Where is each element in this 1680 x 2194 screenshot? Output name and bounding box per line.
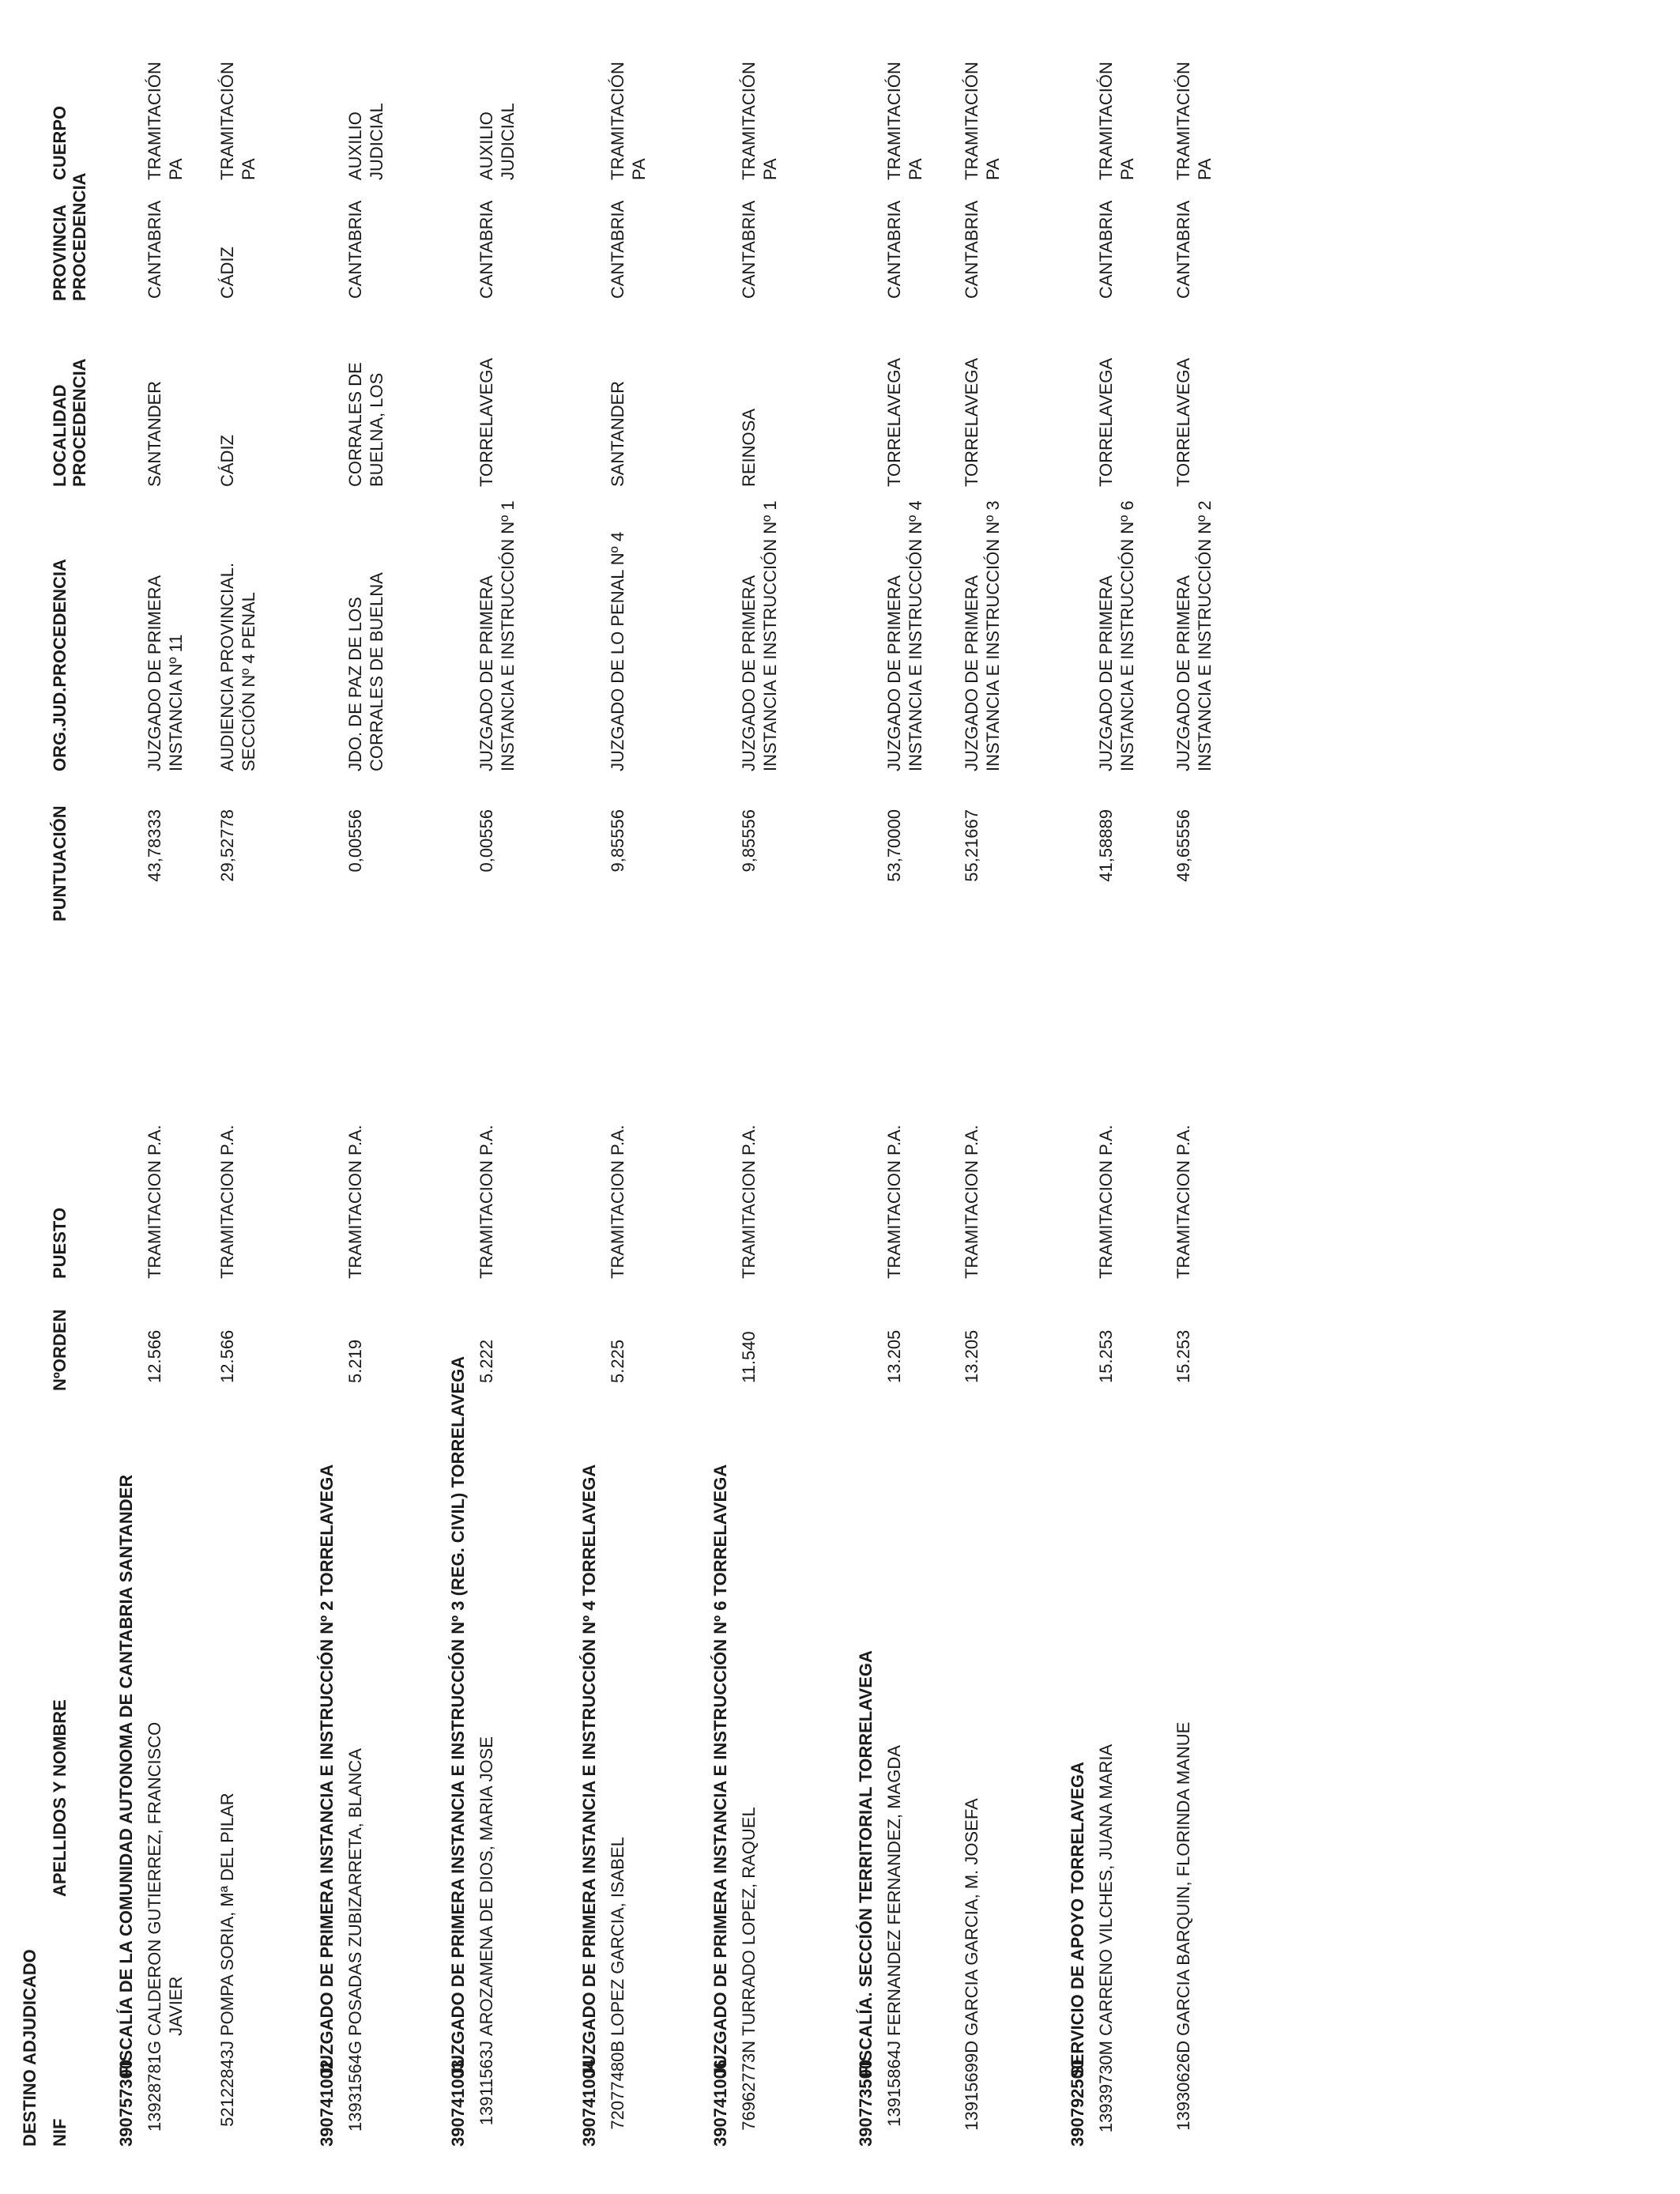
cell-org: JUZGADO DE LO PENAL Nº 4 (608, 531, 627, 771)
cell-nif: 52122843J (217, 2041, 237, 2127)
cell-puesto: TRAMITACION P.A. (608, 1125, 627, 1279)
cell-cuerpo: TRAMITACIÓN (1173, 62, 1193, 180)
cell-nif: 13939730M (1096, 2041, 1116, 2133)
cell-cuerpo: PA (983, 158, 1003, 180)
group-name: JUZGADO DE PRIMERA INSTANCIA E INSTRUCCIÓN Nº 2 TORRELAVEGA (317, 1464, 337, 2077)
cell-org: INSTANCIA E INSTRUCCIÓN Nº 4 (906, 500, 925, 771)
cell-localidad: TORRELAVEGA (1173, 357, 1193, 487)
cell-org: JUZGADO DE PRIMERA (1096, 575, 1116, 771)
cell-localidad: TORRELAVEGA (477, 357, 496, 487)
cell-provincia: CANTABRIA (345, 200, 365, 299)
header-cuerpo: CUERPO (50, 105, 70, 180)
cell-provincia: CANTABRIA (145, 200, 164, 299)
cell-orden: 5.225 (608, 1339, 627, 1383)
cell-nombre: GARCIA BARQUIN, FLORINDA MANUE (1173, 1721, 1193, 2036)
cell-provincia: CANTABRIA (1173, 200, 1193, 299)
group-code: 390741004 (579, 2059, 599, 2147)
header-localidad-2: PROCEDENCIA (70, 358, 89, 487)
cell-puesto: TRAMITACION P.A. (884, 1125, 904, 1279)
cell-puntuacion: 53,70000 (884, 809, 904, 882)
cell-puntuacion: 41,58889 (1096, 809, 1116, 882)
cell-puesto: TRAMITACION P.A. (1096, 1125, 1116, 1279)
cell-org: INSTANCIA E INSTRUCCIÓN Nº 1 (498, 500, 518, 771)
cell-orden: 11.540 (739, 1331, 759, 1383)
cell-org: JUZGADO DE PRIMERA (739, 575, 759, 771)
cell-nif: 13931564G (345, 2041, 365, 2132)
cell-orden: 13.205 (884, 1329, 904, 1383)
cell-org: INSTANCIA E INSTRUCCIÓN Nº 6 (1117, 500, 1137, 771)
group-code: 390773500 (856, 2059, 876, 2147)
cell-orden: 12.566 (217, 1329, 237, 1383)
cell-puesto: TRAMITACION P.A. (962, 1125, 981, 1279)
cell-nombre: GARCIA GARCIA, M. JOSEFA (962, 1798, 981, 2036)
cell-nif: 76962773N (739, 2041, 759, 2131)
cell-org: INSTANCIA E INSTRUCCIÓN Nº 1 (760, 500, 780, 771)
cell-puesto: TRAMITACION P.A. (1173, 1125, 1193, 1279)
group-code: 390741002 (317, 2059, 337, 2147)
cell-orden: 13.205 (962, 1329, 981, 1383)
cell-nombre: LOPEZ GARCIA, ISABEL (608, 1837, 627, 2036)
cell-org: CORRALES DE BUELNA (367, 572, 386, 771)
cell-nif: 13930626D (1173, 2041, 1193, 2131)
group-code: 390741006 (710, 2059, 730, 2147)
cell-puesto: TRAMITACION P.A. (345, 1125, 365, 1279)
cell-org: INSTANCIA E INSTRUCCIÓN Nº 2 (1195, 500, 1215, 771)
cell-org: AUDIENCIA PROVINCIAL. (217, 562, 237, 771)
cell-localidad: CÁDIZ (217, 435, 237, 487)
cell-provincia: CANTABRIA (477, 200, 496, 299)
header-provincia-2: PROCEDENCIA (70, 172, 89, 301)
cell-org: INSTANCIA Nº 11 (166, 634, 186, 771)
cell-localidad: CORRALES DE (345, 362, 365, 487)
cell-localidad: TORRELAVEGA (962, 357, 981, 487)
cell-org: JUZGADO DE PRIMERA (962, 575, 981, 771)
cell-nombre: POSADAS ZUBIZARRETA, BLANCA (345, 1748, 365, 2036)
cell-localidad: REINOSA (739, 408, 759, 487)
cell-nif: 13915864J (884, 2041, 904, 2127)
cell-nombre: TURRADO LOPEZ, RAQUEL (739, 1807, 759, 2036)
cell-cuerpo: PA (1117, 158, 1137, 180)
header-nif: NIF (50, 2118, 70, 2147)
cell-puntuacion: 0,00556 (477, 809, 496, 873)
cell-orden: 15.253 (1173, 1329, 1193, 1383)
cell-org: JUZGADO DE PRIMERA (1173, 575, 1193, 771)
cell-nombre: JAVIER (166, 1976, 186, 2036)
header-nombre: APELLIDOS Y NOMBRE (50, 1699, 70, 1897)
cell-puntuacion: 9,85556 (608, 809, 627, 873)
group-name: FISCALÍA. SECCIÓN TERRITORIAL TORRELAVEGA (856, 1650, 876, 2077)
cell-orden: 5.219 (345, 1339, 365, 1383)
cell-localidad: TORRELAVEGA (1096, 357, 1116, 487)
cell-orden: 15.253 (1096, 1329, 1116, 1383)
table-title: DESTINO ADJUDICADO (20, 1949, 40, 2147)
cell-cuerpo: JUDICIAL (367, 103, 386, 180)
cell-puesto: TRAMITACION P.A. (477, 1125, 496, 1279)
cell-cuerpo: AUXILIO (477, 111, 496, 180)
cell-puntuacion: 49,65556 (1173, 809, 1193, 882)
cell-org: JDO. DE PAZ DE LOS (345, 597, 365, 771)
cell-provincia: CANTABRIA (1096, 200, 1116, 299)
cell-provincia: CANTABRIA (739, 200, 759, 299)
cell-cuerpo: PA (166, 158, 186, 180)
cell-provincia: CANTABRIA (884, 200, 904, 299)
cell-cuerpo: TRAMITACIÓN (217, 62, 237, 180)
cell-puesto: TRAMITACION P.A. (739, 1125, 759, 1279)
cell-provincia: CANTABRIA (608, 200, 627, 299)
cell-nif: 13928781G (145, 2041, 164, 2132)
group-code: 390757300 (116, 2059, 136, 2147)
cell-nombre: POMPA SORIA, Mª DEL PILAR (217, 1793, 237, 2036)
cell-localidad: BUELNA, LOS (367, 372, 386, 487)
cell-nombre: AROZAMENA DE DIOS, MARIA JOSE (477, 1736, 496, 2036)
header-localidad-1: LOCALIDAD (50, 384, 70, 487)
cell-cuerpo: TRAMITACIÓN (884, 62, 904, 180)
cell-cuerpo: TRAMITACIÓN (739, 62, 759, 180)
cell-nif: 13915699D (962, 2041, 981, 2131)
cell-puntuacion: 29,52778 (217, 809, 237, 882)
group-name: JUZGADO DE PRIMERA INSTANCIA E INSTRUCCIÓN Nº 3 (REG. CIVIL) TORRELAVEGA (448, 1355, 468, 2077)
cell-cuerpo: JUDICIAL (498, 103, 518, 180)
cell-nif: 72077480B (608, 2041, 627, 2130)
cell-localidad: TORRELAVEGA (884, 357, 904, 487)
header-org: ORG.JUD.PROCEDENCIA (50, 559, 70, 771)
cell-nombre: CARRENO VILCHES, JUANA MARIA (1096, 1744, 1116, 2036)
cell-org: JUZGADO DE PRIMERA (477, 575, 496, 771)
cell-cuerpo: PA (629, 158, 649, 180)
header-orden: NºORDEN (50, 1309, 70, 1391)
group-name: JUZGADO DE PRIMERA INSTANCIA E INSTRUCCIÓN Nº 4 TORRELAVEGA (579, 1464, 599, 2077)
cell-cuerpo: PA (906, 158, 925, 180)
cell-org: JUZGADO DE PRIMERA (145, 575, 164, 771)
group-code: 390741003 (448, 2059, 468, 2147)
cell-nombre: CALDERON GUTIERREZ, FRANCISCO (145, 1721, 164, 2036)
header-puntuacion: PUNTUACIÓN (50, 805, 70, 922)
cell-cuerpo: PA (760, 158, 780, 180)
group-name: JUZGADO DE PRIMERA INSTANCIA E INSTRUCCIÓN Nº 6 TORRELAVEGA (710, 1464, 730, 2077)
cell-localidad: SANTANDER (608, 380, 627, 487)
cell-puesto: TRAMITACION P.A. (217, 1125, 237, 1279)
cell-puntuacion: 0,00556 (345, 809, 365, 873)
cell-localidad: SANTANDER (145, 380, 164, 487)
cell-cuerpo: AUXILIO (345, 111, 365, 180)
cell-puntuacion: 43,78333 (145, 809, 164, 882)
cell-org: JUZGADO DE PRIMERA (884, 575, 904, 771)
cell-puesto: TRAMITACION P.A. (145, 1125, 164, 1279)
cell-nombre: FERNANDEZ FERNANDEZ, MAGDA (884, 1745, 904, 2036)
cell-provincia: CÁDIZ (217, 247, 237, 299)
cell-org: INSTANCIA E INSTRUCCIÓN Nº 3 (983, 500, 1003, 771)
header-provincia-1: PROVINCIA (50, 204, 70, 301)
cell-nif: 13911563J (477, 2041, 496, 2126)
cell-cuerpo: TRAMITACIÓN (145, 62, 164, 180)
cell-orden: 5.222 (477, 1339, 496, 1383)
cell-cuerpo: TRAMITACIÓN (962, 62, 981, 180)
cell-puntuacion: 9,85556 (739, 809, 759, 873)
cell-cuerpo: PA (239, 158, 258, 180)
cell-orden: 12.566 (145, 1329, 164, 1383)
group-name: SERVICIO DE APOYO TORRELAVEGA (1068, 1762, 1087, 2077)
cell-puntuacion: 55,21667 (962, 809, 981, 882)
cell-cuerpo: TRAMITACIÓN (1096, 62, 1116, 180)
group-code: 390792500 (1068, 2059, 1087, 2147)
cell-org: SECCIÓN Nº 4 PENAL (239, 592, 258, 771)
group-name: FISCALÍA DE LA COMUNIDAD AUTONOMA DE CANTABRIA SANTANDER (116, 1474, 136, 2077)
cell-provincia: CANTABRIA (962, 200, 981, 299)
cell-cuerpo: PA (1195, 158, 1215, 180)
cell-cuerpo: TRAMITACIÓN (608, 62, 627, 180)
header-puesto: PUESTO (50, 1207, 70, 1279)
